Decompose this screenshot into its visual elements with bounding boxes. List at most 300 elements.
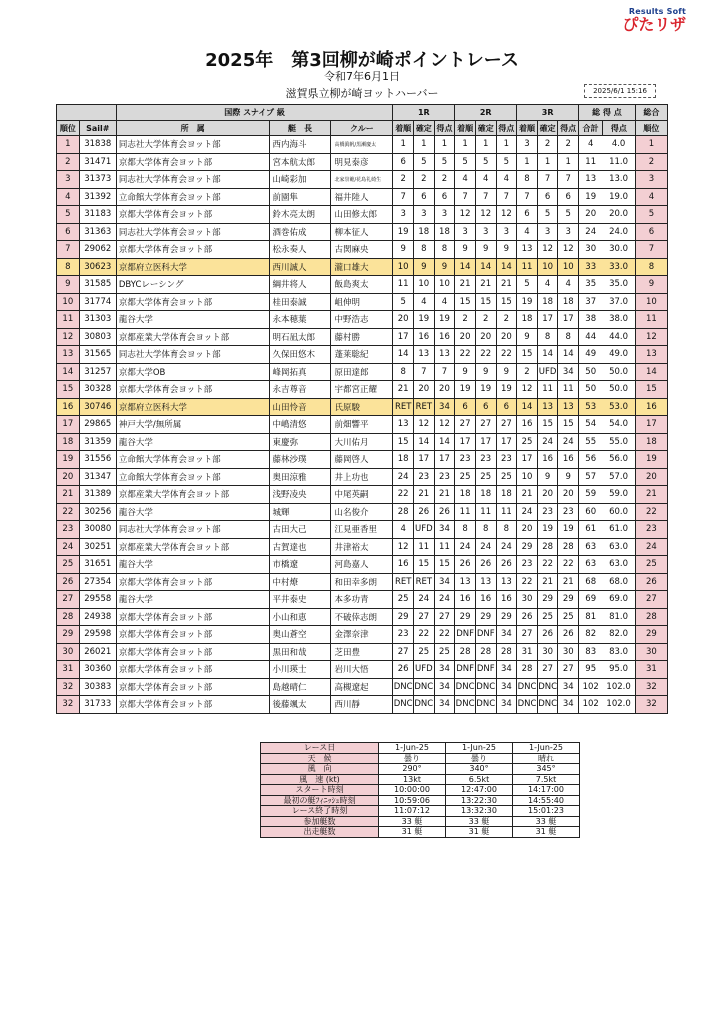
skipper-cell: 中村燎 bbox=[269, 573, 331, 591]
final-rank-cell: 19 bbox=[635, 451, 667, 469]
points-cell: 81.0 bbox=[602, 608, 635, 626]
race1-confirmed-cell: 7 bbox=[414, 363, 435, 381]
table-row bbox=[57, 206, 668, 224]
race3-arrival-cell: 11 bbox=[517, 258, 538, 276]
race3-confirmed-cell: 17 bbox=[537, 311, 558, 329]
race2-score-cell: 15 bbox=[496, 293, 517, 311]
sail-number-cell: 26021 bbox=[79, 643, 116, 661]
sail-number-cell: 30360 bbox=[79, 661, 116, 679]
position-cell: 3 bbox=[57, 171, 80, 189]
race1-score-cell: 3 bbox=[434, 206, 455, 224]
race3-confirmed-cell: UFD bbox=[537, 363, 558, 381]
sail-number-cell: 29558 bbox=[79, 591, 116, 609]
race2-arrival-cell: 4 bbox=[455, 171, 476, 189]
race3-confirmed-cell: 16 bbox=[537, 451, 558, 469]
points-cell: 53.0 bbox=[602, 398, 635, 416]
race2-score-cell: 9 bbox=[496, 363, 517, 381]
sail-number-cell: 31347 bbox=[79, 468, 116, 486]
race2-arrival-cell: 6 bbox=[455, 398, 476, 416]
position-cell: 32 bbox=[57, 678, 80, 696]
total-cell: 55 bbox=[579, 433, 603, 451]
race2-confirmed-cell: 14 bbox=[475, 258, 496, 276]
points-cell: 20.0 bbox=[602, 206, 635, 224]
race2-arrival-cell: 13 bbox=[455, 573, 476, 591]
club-cell: 同志社大学体育会ヨット部 bbox=[116, 223, 269, 241]
race3-confirmed-cell: 3 bbox=[537, 223, 558, 241]
race1-confirmed-cell: UFD bbox=[414, 661, 435, 679]
table-row bbox=[57, 538, 668, 556]
race1-arrival-cell: 12 bbox=[393, 538, 414, 556]
points-cell: 55.0 bbox=[602, 433, 635, 451]
race1-header: 1R bbox=[393, 105, 455, 121]
race3-score-cell: 20 bbox=[558, 486, 579, 504]
col-r1-confirmed: 確定 bbox=[414, 121, 435, 136]
race3-confirmed-cell: 26 bbox=[537, 626, 558, 644]
club-cell: 京都大学体育会ヨット部 bbox=[116, 381, 269, 399]
position-cell: 15 bbox=[57, 381, 80, 399]
points-cell: 60.0 bbox=[602, 503, 635, 521]
conditions-race1-value: 31 艇 bbox=[379, 827, 446, 838]
race3-confirmed-cell: 30 bbox=[537, 643, 558, 661]
table-row bbox=[57, 241, 668, 259]
points-cell: 35.0 bbox=[602, 276, 635, 294]
race3-confirmed-cell: 25 bbox=[537, 608, 558, 626]
sail-number-cell: 30746 bbox=[79, 398, 116, 416]
race2-score-cell: 34 bbox=[496, 661, 517, 679]
race1-arrival-cell: 4 bbox=[393, 521, 414, 539]
points-cell: 63.0 bbox=[602, 538, 635, 556]
table-header-row-columns bbox=[57, 121, 668, 136]
race1-confirmed-cell: 21 bbox=[414, 486, 435, 504]
race2-confirmed-cell: 12 bbox=[475, 206, 496, 224]
race2-confirmed-cell: DNC bbox=[475, 678, 496, 696]
race2-score-cell: 29 bbox=[496, 608, 517, 626]
race1-arrival-cell: 7 bbox=[393, 188, 414, 206]
race1-score-cell: 11 bbox=[434, 538, 455, 556]
race1-arrival-cell: 23 bbox=[393, 626, 414, 644]
race1-arrival-cell: 5 bbox=[393, 293, 414, 311]
table-row bbox=[57, 696, 668, 714]
race3-score-cell: 7 bbox=[558, 171, 579, 189]
final-rank-cell: 16 bbox=[635, 398, 667, 416]
conditions-race1-value: 33 艇 bbox=[379, 816, 446, 827]
final-rank-cell: 28 bbox=[635, 608, 667, 626]
sail-number-cell: 31565 bbox=[79, 346, 116, 364]
race1-confirmed-cell: 25 bbox=[414, 643, 435, 661]
race3-confirmed-cell: 27 bbox=[537, 661, 558, 679]
conditions-race1-value: 10:00:00 bbox=[379, 785, 446, 796]
race1-arrival-cell: 16 bbox=[393, 556, 414, 574]
club-cell: 同志社大学体育会ヨット部 bbox=[116, 521, 269, 539]
race1-arrival-cell: DNC bbox=[393, 696, 414, 714]
race1-confirmed-cell: 11 bbox=[414, 538, 435, 556]
race1-score-cell: 14 bbox=[434, 433, 455, 451]
total-cell: 69 bbox=[579, 591, 603, 609]
final-rank-cell: 21 bbox=[635, 486, 667, 504]
brand-main-text: ぴたリザ bbox=[622, 15, 686, 34]
club-cell: 龍谷大学 bbox=[116, 591, 269, 609]
race2-confirmed-cell: 27 bbox=[475, 416, 496, 434]
skipper-cell: 黒田和哉 bbox=[269, 643, 331, 661]
skipper-cell: 市橋遼 bbox=[269, 556, 331, 574]
position-cell: 31 bbox=[57, 661, 80, 679]
race3-confirmed-cell: 18 bbox=[537, 293, 558, 311]
crew-cell: 北家崇範/花島礼綺生 bbox=[331, 171, 393, 189]
race1-confirmed-cell: 22 bbox=[414, 626, 435, 644]
skipper-cell: 東慶弥 bbox=[269, 433, 331, 451]
overall-group-header: 総合 bbox=[635, 105, 667, 121]
skipper-cell: 久保田悠木 bbox=[269, 346, 331, 364]
race1-confirmed-cell: 16 bbox=[414, 328, 435, 346]
class-name-cell: 国際 スナイプ 級 bbox=[116, 105, 393, 121]
total-cell: 35 bbox=[579, 276, 603, 294]
race2-arrival-cell: DNF bbox=[455, 626, 476, 644]
conditions-row bbox=[261, 743, 580, 754]
position-cell: 1 bbox=[57, 136, 80, 154]
conditions-race2-value: 13:22:30 bbox=[446, 795, 513, 806]
race2-score-cell: 3 bbox=[496, 223, 517, 241]
table-row bbox=[57, 346, 668, 364]
race2-confirmed-cell: 9 bbox=[475, 241, 496, 259]
final-rank-cell: 13 bbox=[635, 346, 667, 364]
table-row bbox=[57, 433, 668, 451]
total-cell: 68 bbox=[579, 573, 603, 591]
race3-arrival-cell: 22 bbox=[517, 573, 538, 591]
sail-number-cell: 29865 bbox=[79, 416, 116, 434]
conditions-race1-value: 11:07:12 bbox=[379, 806, 446, 817]
conditions-label: 風 速 (kt) bbox=[261, 774, 379, 785]
crew-cell: 芝田豊 bbox=[331, 643, 393, 661]
final-rank-cell: 7 bbox=[635, 241, 667, 259]
final-rank-cell: 32 bbox=[635, 696, 667, 714]
club-cell: 同志社大学体育会ヨット部 bbox=[116, 346, 269, 364]
col-r3-confirmed: 確定 bbox=[537, 121, 558, 136]
race1-arrival-cell: 11 bbox=[393, 276, 414, 294]
race3-confirmed-cell: 2 bbox=[537, 136, 558, 154]
race2-arrival-cell: 14 bbox=[455, 258, 476, 276]
race2-arrival-cell: 8 bbox=[455, 521, 476, 539]
race3-arrival-cell: 29 bbox=[517, 538, 538, 556]
race2-confirmed-cell: 22 bbox=[475, 346, 496, 364]
table-row bbox=[57, 328, 668, 346]
col-r2-confirmed: 確定 bbox=[475, 121, 496, 136]
race3-confirmed-cell: DNC bbox=[537, 678, 558, 696]
final-rank-cell: 17 bbox=[635, 416, 667, 434]
race1-score-cell: 21 bbox=[434, 486, 455, 504]
race2-arrival-cell: DNC bbox=[455, 696, 476, 714]
points-cell: 102.0 bbox=[602, 678, 635, 696]
race2-arrival-cell: 26 bbox=[455, 556, 476, 574]
race3-arrival-cell: 25 bbox=[517, 433, 538, 451]
table-row bbox=[57, 678, 668, 696]
conditions-label: 出走艇数 bbox=[261, 827, 379, 838]
race3-score-cell: 2 bbox=[558, 136, 579, 154]
skipper-cell: 城輝 bbox=[269, 503, 331, 521]
race1-score-cell: 26 bbox=[434, 503, 455, 521]
race2-arrival-cell: 22 bbox=[455, 346, 476, 364]
points-cell: 33.0 bbox=[602, 258, 635, 276]
race2-score-cell: 25 bbox=[496, 468, 517, 486]
race1-confirmed-cell: 17 bbox=[414, 451, 435, 469]
conditions-row bbox=[261, 816, 580, 827]
race1-score-cell: 16 bbox=[434, 328, 455, 346]
points-cell: 4.0 bbox=[602, 136, 635, 154]
table-row bbox=[57, 188, 668, 206]
club-cell: 京都大学体育会ヨット部 bbox=[116, 643, 269, 661]
race3-arrival-cell: 17 bbox=[517, 451, 538, 469]
crew-cell: 大川佑月 bbox=[331, 433, 393, 451]
total-cell: 56 bbox=[579, 451, 603, 469]
sail-number-cell: 29062 bbox=[79, 241, 116, 259]
race3-arrival-cell: 19 bbox=[517, 293, 538, 311]
points-cell: 50.0 bbox=[602, 363, 635, 381]
race3-confirmed-cell: 24 bbox=[537, 433, 558, 451]
conditions-row bbox=[261, 785, 580, 796]
race2-confirmed-cell: 9 bbox=[475, 363, 496, 381]
conditions-label: 天 候 bbox=[261, 753, 379, 764]
brand-top-text: Results Soft bbox=[628, 7, 686, 16]
table-row bbox=[57, 363, 668, 381]
race2-arrival-cell: DNF bbox=[455, 661, 476, 679]
final-rank-cell: 23 bbox=[635, 521, 667, 539]
final-rank-cell: 4 bbox=[635, 188, 667, 206]
race3-arrival-cell: DNC bbox=[517, 696, 538, 714]
skipper-cell: 藤林沙璞 bbox=[269, 451, 331, 469]
race1-score-cell: 13 bbox=[434, 346, 455, 364]
position-cell: 16 bbox=[57, 398, 80, 416]
position-cell: 6 bbox=[57, 223, 80, 241]
sail-number-cell: 31363 bbox=[79, 223, 116, 241]
race3-score-cell: 3 bbox=[558, 223, 579, 241]
crew-cell: 江見亜香里 bbox=[331, 521, 393, 539]
final-rank-cell: 30 bbox=[635, 643, 667, 661]
race2-arrival-cell: 21 bbox=[455, 276, 476, 294]
race1-confirmed-cell: 23 bbox=[414, 468, 435, 486]
crew-cell: 飯島爽太 bbox=[331, 276, 393, 294]
race1-arrival-cell: 29 bbox=[393, 608, 414, 626]
race2-score-cell: 21 bbox=[496, 276, 517, 294]
club-cell: 京都大学体育会ヨット部 bbox=[116, 573, 269, 591]
race2-confirmed-cell: 11 bbox=[475, 503, 496, 521]
race3-arrival-cell: 4 bbox=[517, 223, 538, 241]
col-r1-score: 得点 bbox=[434, 121, 455, 136]
crew-cell: 井上功也 bbox=[331, 468, 393, 486]
points-cell: 83.0 bbox=[602, 643, 635, 661]
race3-score-cell: 5 bbox=[558, 206, 579, 224]
crew-cell: 山名俊介 bbox=[331, 503, 393, 521]
race2-score-cell: 18 bbox=[496, 486, 517, 504]
race3-score-cell: 8 bbox=[558, 328, 579, 346]
race1-confirmed-cell: 20 bbox=[414, 381, 435, 399]
conditions-race2-value: 12:47:00 bbox=[446, 785, 513, 796]
race2-confirmed-cell: DNC bbox=[475, 696, 496, 714]
race1-arrival-cell: 20 bbox=[393, 311, 414, 329]
race2-confirmed-cell: 17 bbox=[475, 433, 496, 451]
race1-arrival-cell: 17 bbox=[393, 328, 414, 346]
points-cell: 69.0 bbox=[602, 591, 635, 609]
race2-score-cell: 34 bbox=[496, 678, 517, 696]
col-r2-score: 得点 bbox=[496, 121, 517, 136]
race1-arrival-cell: 9 bbox=[393, 241, 414, 259]
conditions-race2-value: 340° bbox=[446, 764, 513, 775]
sail-number-cell: 27354 bbox=[79, 573, 116, 591]
race2-confirmed-cell: 16 bbox=[475, 591, 496, 609]
position-cell: 22 bbox=[57, 503, 80, 521]
final-rank-cell: 1 bbox=[635, 136, 667, 154]
race2-score-cell: 14 bbox=[496, 258, 517, 276]
crew-cell: 井津裕太 bbox=[331, 538, 393, 556]
race2-score-cell: 9 bbox=[496, 241, 517, 259]
skipper-cell: 後藤颯太 bbox=[269, 696, 331, 714]
race1-score-cell: 6 bbox=[434, 188, 455, 206]
points-cell: 57.0 bbox=[602, 468, 635, 486]
race1-confirmed-cell: RET bbox=[414, 398, 435, 416]
race3-confirmed-cell: DNC bbox=[537, 696, 558, 714]
conditions-label: 参加艇数 bbox=[261, 816, 379, 827]
race3-score-cell: 11 bbox=[558, 381, 579, 399]
race1-score-cell: 34 bbox=[434, 678, 455, 696]
conditions-row bbox=[261, 753, 580, 764]
club-cell: 立命館大学体育会ヨット部 bbox=[116, 188, 269, 206]
race1-confirmed-cell: 5 bbox=[414, 153, 435, 171]
race3-arrival-cell: 8 bbox=[517, 171, 538, 189]
race1-arrival-cell: DNC bbox=[393, 678, 414, 696]
race3-arrival-cell: 21 bbox=[517, 486, 538, 504]
conditions-race2-value: 31 艇 bbox=[446, 827, 513, 838]
table-row bbox=[57, 311, 668, 329]
race2-arrival-cell: 25 bbox=[455, 468, 476, 486]
race2-confirmed-cell: 8 bbox=[475, 521, 496, 539]
race1-confirmed-cell: 3 bbox=[414, 206, 435, 224]
col-club: 所 属 bbox=[116, 121, 269, 136]
race2-arrival-cell: 18 bbox=[455, 486, 476, 504]
skipper-cell: 永本穂葉 bbox=[269, 311, 331, 329]
race1-arrival-cell: 24 bbox=[393, 468, 414, 486]
table-row bbox=[57, 643, 668, 661]
position-cell: 11 bbox=[57, 311, 80, 329]
race3-confirmed-cell: 10 bbox=[537, 258, 558, 276]
race2-score-cell: 13 bbox=[496, 573, 517, 591]
race3-confirmed-cell: 9 bbox=[537, 468, 558, 486]
points-cell: 59.0 bbox=[602, 486, 635, 504]
conditions-label: レース日 bbox=[261, 743, 379, 754]
club-cell: 京都大学体育会ヨット部 bbox=[116, 661, 269, 679]
col-rank: 順位 bbox=[57, 121, 80, 136]
race1-confirmed-cell: 26 bbox=[414, 503, 435, 521]
race3-arrival-cell: 5 bbox=[517, 276, 538, 294]
race3-arrival-cell: 18 bbox=[517, 311, 538, 329]
points-cell: 50.0 bbox=[602, 381, 635, 399]
race3-arrival-cell: 23 bbox=[517, 556, 538, 574]
position-cell: 25 bbox=[57, 556, 80, 574]
col-sum: 合計 bbox=[579, 121, 603, 136]
conditions-race1-value: 曇り bbox=[379, 753, 446, 764]
crew-cell: 明見泰彦 bbox=[331, 153, 393, 171]
race1-score-cell: 23 bbox=[434, 468, 455, 486]
club-cell: 神戸大学/無所属 bbox=[116, 416, 269, 434]
race2-confirmed-cell: 4 bbox=[475, 171, 496, 189]
race1-arrival-cell: 8 bbox=[393, 363, 414, 381]
race3-arrival-cell: 9 bbox=[517, 328, 538, 346]
sail-number-cell: 24938 bbox=[79, 608, 116, 626]
skipper-cell: 前園隼 bbox=[269, 188, 331, 206]
total-cell: 24 bbox=[579, 223, 603, 241]
conditions-race3-value: 7.5kt bbox=[513, 774, 580, 785]
conditions-row bbox=[261, 795, 580, 806]
race3-arrival-cell: 15 bbox=[517, 346, 538, 364]
race1-arrival-cell: RET bbox=[393, 398, 414, 416]
crew-cell: 岨伸明 bbox=[331, 293, 393, 311]
race1-score-cell: 34 bbox=[434, 573, 455, 591]
total-cell: 61 bbox=[579, 521, 603, 539]
race3-score-cell: 12 bbox=[558, 241, 579, 259]
total-cell: 81 bbox=[579, 608, 603, 626]
results-table bbox=[56, 104, 668, 714]
table-row bbox=[57, 451, 668, 469]
final-rank-cell: 31 bbox=[635, 661, 667, 679]
skipper-cell: 小山和恵 bbox=[269, 608, 331, 626]
points-cell: 24.0 bbox=[602, 223, 635, 241]
race2-score-cell: 8 bbox=[496, 521, 517, 539]
race2-confirmed-cell: DNF bbox=[475, 626, 496, 644]
table-row bbox=[57, 608, 668, 626]
position-cell: 7 bbox=[57, 241, 80, 259]
skipper-cell: 綱井将人 bbox=[269, 276, 331, 294]
total-cell: 83 bbox=[579, 643, 603, 661]
race2-score-cell: 34 bbox=[496, 626, 517, 644]
race2-score-cell: 17 bbox=[496, 433, 517, 451]
club-cell: 京都大学体育会ヨット部 bbox=[116, 206, 269, 224]
race3-confirmed-cell: 8 bbox=[537, 328, 558, 346]
club-cell: 龍谷大学 bbox=[116, 311, 269, 329]
crew-cell: 高槻遼起 bbox=[331, 678, 393, 696]
race3-score-cell: 26 bbox=[558, 626, 579, 644]
race2-arrival-cell: 9 bbox=[455, 241, 476, 259]
conditions-row bbox=[261, 774, 580, 785]
race1-confirmed-cell: DNC bbox=[414, 678, 435, 696]
race1-score-cell: 19 bbox=[434, 311, 455, 329]
total-cell: 102 bbox=[579, 696, 603, 714]
race1-score-cell: 4 bbox=[434, 293, 455, 311]
race3-score-cell: 21 bbox=[558, 573, 579, 591]
race2-score-cell: 24 bbox=[496, 538, 517, 556]
final-rank-cell: 25 bbox=[635, 556, 667, 574]
race1-confirmed-cell: 12 bbox=[414, 416, 435, 434]
race3-arrival-cell: 2 bbox=[517, 363, 538, 381]
race3-score-cell: 25 bbox=[558, 608, 579, 626]
race1-confirmed-cell: 8 bbox=[414, 241, 435, 259]
race2-confirmed-cell: 23 bbox=[475, 451, 496, 469]
crew-cell: 岩川大悟 bbox=[331, 661, 393, 679]
race3-arrival-cell: 3 bbox=[517, 136, 538, 154]
points-cell: 38.0 bbox=[602, 311, 635, 329]
club-cell: 京都府立医科大学 bbox=[116, 258, 269, 276]
skipper-cell: 中嶋清悠 bbox=[269, 416, 331, 434]
table-row bbox=[57, 661, 668, 679]
race2-confirmed-cell: 3 bbox=[475, 223, 496, 241]
race1-arrival-cell: 14 bbox=[393, 346, 414, 364]
conditions-row bbox=[261, 806, 580, 817]
club-cell: 同志社大学体育会ヨット部 bbox=[116, 136, 269, 154]
race2-arrival-cell: 5 bbox=[455, 153, 476, 171]
race3-score-cell: 15 bbox=[558, 416, 579, 434]
conditions-label: 風 向 bbox=[261, 764, 379, 775]
race1-score-cell: 10 bbox=[434, 276, 455, 294]
total-cell: 44 bbox=[579, 328, 603, 346]
sail-number-cell: 31373 bbox=[79, 171, 116, 189]
race2-score-cell: 22 bbox=[496, 346, 517, 364]
skipper-cell: 小川瑛士 bbox=[269, 661, 331, 679]
